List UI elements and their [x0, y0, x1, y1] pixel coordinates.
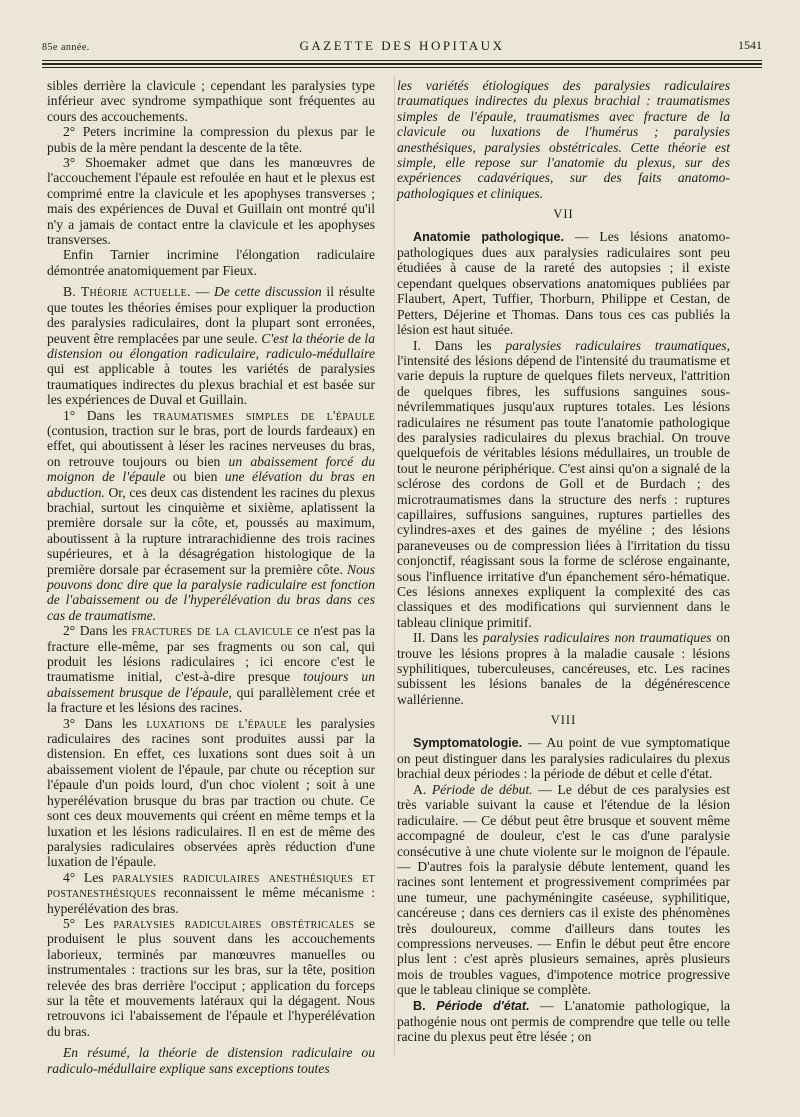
- left-column: [47, 78, 375, 1076]
- paragraph-theorie-actuelle: B. Théorie actuelle. — De cette discussion il résulte que toutes les théories émises pour expliquer la production des paralysies radiculaires, dont la plupart sont erronées, peuvent être remplacées par une seule. C'est la théorie de la distension ou élongation radiculaire, radiculo-médullaire qui est applicable à toutes les variétés de paralysies traumatiques indirectes du plexus brachial et est basée sur les expériences de Duval et Guillain.: [47, 284, 375, 408]
- paragraph-periode-debut: A. Période de début. — Le début de ces paralysies est très variable suivant la cause et l'étendue de la lésion radiculaire. — Ce début peut être brusque et souvent même accompagné de douleur, c'est le cas d'une paralysie consécutive à une chute violente sur le moignon de l'épaule. — D'autres fois la paralysie débute lentement, quand les racines sont lentement et progressivement comprimées par une tumeur, une pachyméningite caséeuse, syphilitique, cancéreuse ; dans ces derniers cas il existe des phénomènes très douloureux, comme d'ailleurs dans toutes les compressions nerveuses. — Enfin le début peut être encore plus lent : c'est après plusieurs semaines, après plusieurs mois de troubles vagues, d'impotence motrice progressive que le tableau clinique se complète.: [397, 781, 730, 998]
- right-column: [397, 78, 730, 1045]
- page-header: [42, 34, 762, 54]
- journal-title: GAZETTE DES HOPITAUX: [299, 38, 505, 53]
- page-number: 1541: [738, 38, 762, 52]
- paragraph: les variétés étiologiques des paralysies radiculaires traumatiques indirectes du plexus brachial : traumatismes simples de l'épaule, traumatismes avec fracture de la clavicule ou luxations de l'humérus ; paralysies anesthésiques, paralysies obstétricales. Cette théorie est simple, elle repose sur l'anatomie du plexus, sur des expériences cadavériques, sur des faits anatomo-pathologiques et cliniques.: [397, 78, 730, 201]
- subsection-label: B. Théorie actuelle.: [63, 284, 191, 300]
- paragraph-item-2: 2° Dans les fractures de la clavicule ce n'est pas la fracture elle-même, par ses fragments ou son cal, qui produit les lésions radiculaires ; ici encore c'est le traumatisme initial, c'est-à-dire presque toujours un abaissement brusque de l'épaule, qui parallèlement crée et la fracture et les lésions des racines.: [47, 623, 375, 716]
- paragraph-item-5: 5° Les paralysies radiculaires obstétricales se produisent le plus souvent dans les accouchements laborieux, terminés par manœuvres manuelles ou instrumentales : tractions sur les bras, sur la tête, position relevée des bras derrière l'occiput ; application du forceps sur la tête et mouvements latéraux qui la dégagent. Nous retrouvons ici l'abaissement de l'épaule et l'hyperélévation du bras.: [47, 915, 375, 1039]
- section-heading: Symptomatologie.: [413, 735, 523, 750]
- paragraph: sibles derrière la clavicule ; cependant les paralysies type inférieur avec syndrome sympathique sont fréquentes au cours des accouchements.: [47, 78, 375, 124]
- year-label: 85e année.: [42, 42, 90, 53]
- section-number: VII: [553, 207, 574, 222]
- header-rule: [42, 60, 762, 61]
- header-rule: [42, 67, 762, 68]
- paragraph-periode-etat: B. Période d'état. — L'anatomie pathologique, la pathogénie nous ont permis de comprendre que telle ou telle racine du plexus peut être lésée ; on: [397, 997, 731, 1045]
- paragraph-resume: En résumé, la théorie de distension radiculaire ou radiculo-médullaire explique sans exceptions toutes: [47, 1045, 375, 1076]
- header-rule-thick: [42, 63, 762, 65]
- paragraph: Enfin Tarnier incrimine l'élongation radiculaire démontrée anatomiquement par Fieux.: [47, 247, 375, 278]
- paragraph-item-3: 3° Dans les luxations de l'épaule les paralysies radiculaires des racines sont produites aussi par la distension. En effet, ces luxations sont dues soit à un abaissement violent de l'épaule, par chute ou réception sur l'épaule d'un poids lourd, d'un choc violent ; soit à une hyperélévation brusque du bras par traction ou chute. Ce sont ces deux mouvements qui créent en même temps et la luxation et les lésions radiculaires. Il en est de même des paralysies radiculaires observées après réduction d'une luxation de l'épaule.: [47, 715, 375, 870]
- paragraph-item-1: 1° Dans les traumatismes simples de l'épaule (contusion, traction sur le bras, port de lourds fardeaux) en effet, qui aboutissent à léser les racines nerveuses du bras, on retrouve toujours ou bien un abaissement forcé du moignon de l'épaule ou bien une élévation du bras en abduction. Or, ces deux cas distendent les racines du plexus brachial, surtout les cinquième et sixième, aplatissent la première dorsale sur la côte, et, poussés au maximum, aboutissent à la rupture intrarachidienne des trois racines supérieures, et à la désagrégation histologique de la première dorsale par écrasement sur la première côte. Nous pouvons donc dire que la paralysie radiculaire est fonction de l'abaissement ou de l'hyperélévation du bras dans ces cas de traumatisme.: [47, 407, 376, 623]
- section-heading: Anatomie pathologique.: [413, 229, 564, 244]
- section-number: VIII: [550, 713, 577, 728]
- column-divider: [394, 76, 395, 1056]
- paragraph-item-4: 4° Les paralysies radiculaires anesthésiques et postanesthésiques reconnaissent le même mécanisme : hyperélévation des bras.: [47, 869, 375, 916]
- paragraph-anatomie: Anatomie pathologique. — Les lésions anatomo-pathologiques dues aux paralysies radiculaires sont peu étudiées à cause de la rareté des autopsies ; il existe cependant quelques observations anatomiques publiées par Flaubert, Apert, Tuffier, Thorburn, Philippe et Cestan, de Petters, Déjerine et Thomas. Dans tous ces cas publiés la lésion est haut située.: [397, 228, 730, 338]
- paragraph: 2° Peters incrimine la compression du plexus par le pubis de la mère pendant la descente de la tête.: [47, 124, 375, 155]
- paragraph-symptomatologie: Symptomatologie. — Au point de vue symptomatique on peut distinguer dans les paralysies radiculaires du plexus brachial deux périodes : la période de début et celle d'état.: [397, 734, 730, 782]
- paragraph: 3° Shoemaker admet que dans les manœuvres de l'accouchement l'épaule est refoulée en haut et le plexus est comprimé entre la clavicule et les apophyses transverses ; mais des expériences de Duval et Guillain ont montré qu'il n'y a jamais de contact entre la clavicule et les apophyses transverses.: [47, 155, 375, 248]
- paragraph-item-i: I. Dans les paralysies radiculaires traumatiques, l'intensité des lésions dépend de l'intensité du traumatisme et varie depuis la rupture de quelques filets nerveux, l'attrition de quelques fibres, les suffusions sanguines sous-névrilemmatiques jusqu'aux ruptures totales. Les lésions radiculaires ne résument pas toute l'anatomie pathologique des paralysies radiculaires du plexus brachial. On trouve quelquefois de véritables lésions médullaires, un trouble de tout le neurone périphérique. C'est ainsi qu'on a signalé de la sclérose des cordons de Goll et de Burdach ; des microtraumatismes dans la structure des nerfs : ruptures capillaires, suffusions sanguines, ruptures partielles des cylindres-axes et des gaines de myéline ; des lésions paraneveuses ou de compression liées à l'irritation du tissu conjonctif, réagissant sous la forme de sclérose engainante, sous l'influence irritative d'un épanchement séro-hématique. Ces lésions annexes expliquent la complexité des cas classiques et des modifications qui surviennent dans le tableau clinique primitif.: [397, 337, 730, 630]
- paragraph-item-ii: II. Dans les paralysies radiculaires non traumatiques on trouve les lésions propres à la maladie causale : lésions syphilitiques, tuberculeuses, cancéreuses, etc. Les racines subissent les lésions banales de la dégénérescence wallérienne.: [397, 630, 731, 707]
